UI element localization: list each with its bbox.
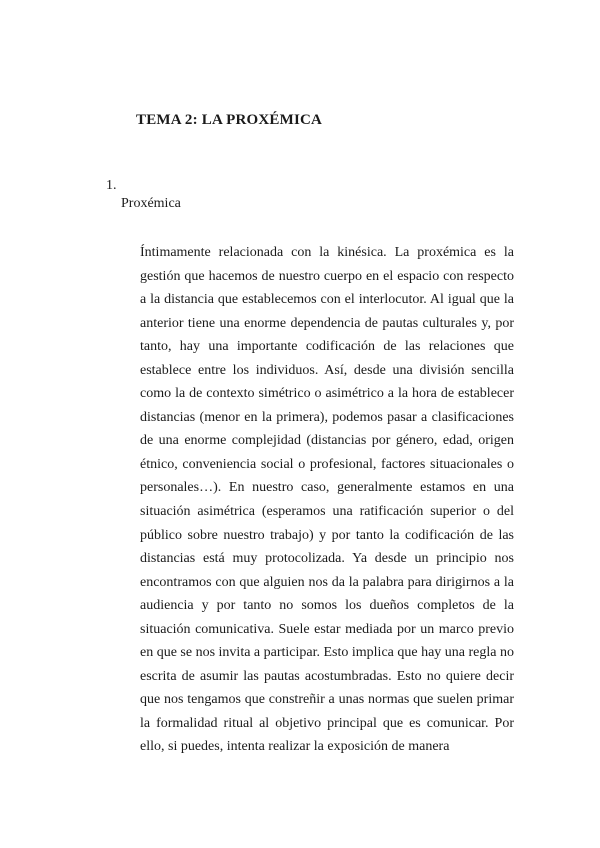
section-number: 1. <box>106 178 117 193</box>
section-heading: Proxémica <box>121 196 181 211</box>
body-paragraph: Íntimamente relacionada con la kinésica. La proxémica es la gestión que hacemos de nuestro cuerpo en el espacio con respecto a la distancia que establecemos con el interlocutor. Al igual que la anterior tiene una enorme dependencia de pautas culturales y, por tanto, hay una importante codificación de las relaciones que establece entre los individuos. Así, desde una división sencilla como la de contexto simétrico o asimétrico a la hora de establecer distancias (menor en la primera), podemos pasar a clasificaciones de una enorme complejidad (distancias por género, edad, origen étnico, conveniencia social o profesional, factores situacionales o personales…). En nuestro caso, generalmente estamos en una situación asimétrica (esperamos una ratificación superior o del público sobre nuestro trabajo) y por tanto la codificación de las distancias está muy protocolizada. Ya desde un principio nos encontramos con que alguien nos da la palabra para dirigirnos a la audiencia y por tanto no somos los dueños completos de la situación comunicativa. Suele estar mediada por un marco previo en que se nos invita a participar. Esto implica que hay una regla no escrita de asumir las pautas acostumbradas. Esto no quiere decir que nos tengamos que constreñir a unas normas que suelen primar la formalidad ritual al objetivo principal que es comunicar. Por ello, si puedes, intenta realizar la exposición de manera <box>140 245 514 755</box>
page-title: TEMA 2: LA PROXÉMICA <box>136 112 323 128</box>
